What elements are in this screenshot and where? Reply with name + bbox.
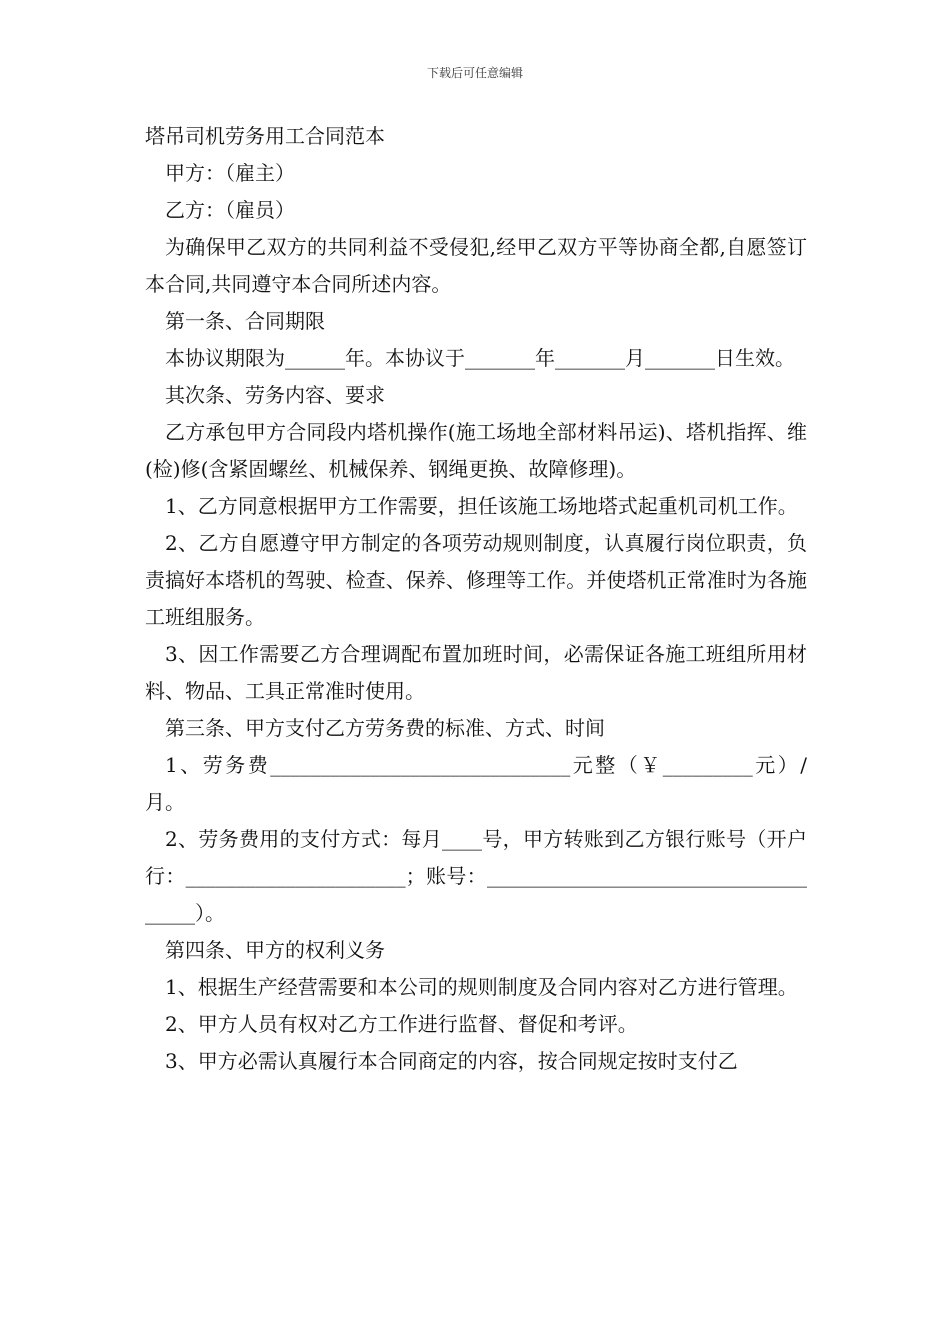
document-title: 塔吊司机劳务用工合同范本 bbox=[145, 124, 385, 148]
paragraph-party-b: 乙方：（雇员） bbox=[165, 198, 295, 222]
paragraph-clause-4-2: 2、甲方人员有权对乙方工作进行监督、督促和考评。 bbox=[165, 1012, 638, 1036]
section-heading-2: 其次条、劳务内容、要求 bbox=[165, 383, 385, 407]
paragraph-clause-4-1: 1、根据生产经营需要和本公司的规则制度及合同内容对乙方进行管理。 bbox=[165, 975, 798, 999]
section-heading-3: 第三条、甲方支付乙方劳务费的标准、方式、时间 bbox=[165, 716, 605, 740]
paragraph-scope: 乙方承包甲方合同段内塔机操作(施工场地全部材料吊运)、塔机指挥、维(检)修(含紧固螺丝、机械保养、钢绳更换、故障修理)。 bbox=[145, 420, 807, 481]
paragraph-clause-2-3: 3、因工作需要乙方合理调配布置加班时间，必需保证各施工班组所用材料、物品、工具正常准时使用。 bbox=[145, 642, 807, 703]
section-heading-4: 第四条、甲方的权利义务 bbox=[165, 938, 385, 962]
paragraph-preamble: 为确保甲乙双方的共同利益不受侵犯,经甲乙双方平等协商全都,自愿签订本合同,共同遵守本合同所述内容。 bbox=[145, 235, 807, 296]
section-heading-1: 第一条、合同期限 bbox=[165, 309, 325, 333]
paragraph-clause-4-3: 3、甲方必需认真履行本合同商定的内容，按合同规定按时支付乙 bbox=[165, 1049, 738, 1073]
paragraph-clause-2-1: 1、乙方同意根据甲方工作需要，担任该施工场地塔式起重机司机工作。 bbox=[165, 494, 798, 518]
page-header: 下载后可任意编辑 bbox=[426, 66, 523, 80]
paragraph-term: 本协议期限为______年。本协议于_______年_______月_______日生效。 bbox=[165, 346, 795, 370]
paragraph-clause-3-2: 2、劳务费用的支付方式：每月____号，甲方转账到乙方银行账号（开户行：______________________；账号：_____________________________________）。 bbox=[145, 827, 807, 925]
paragraph-party-a: 甲方：（雇主） bbox=[165, 161, 295, 185]
paragraph-clause-3-1: 1、劳务费______________________________元整（￥_________元）/月。 bbox=[145, 753, 807, 814]
paragraph-clause-2-2: 2、乙方自愿遵守甲方制定的各项劳动规则制度，认真履行岗位职责，负责搞好本塔机的驾驶、检查、保养、修理等工作。并使塔机正常准时为各施工班组服务。 bbox=[145, 531, 807, 629]
document-body bbox=[145, 118, 807, 1080]
